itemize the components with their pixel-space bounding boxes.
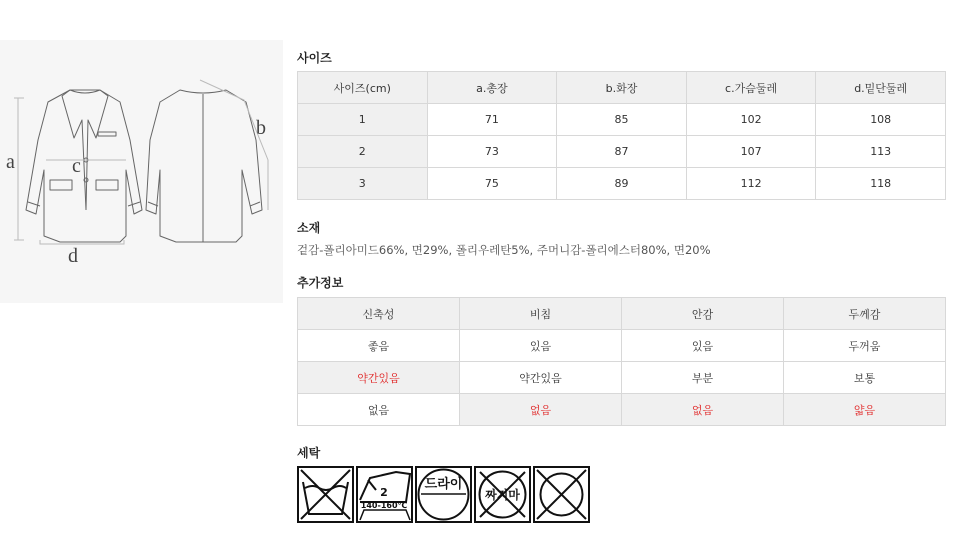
info-cell-selected: 약간있음 xyxy=(298,362,460,394)
size-header-cell: 사이즈(cm) xyxy=(298,72,428,104)
size-cell: 118 xyxy=(816,168,946,200)
info-cell-selected: 없음 xyxy=(460,394,622,426)
iron-temp-text: 140-160℃ xyxy=(360,501,408,510)
size-cell: 113 xyxy=(816,136,946,168)
size-table-row xyxy=(298,104,946,136)
no-wring-text: 짜지마 xyxy=(485,488,520,502)
wash-section-title: 세탁 xyxy=(297,446,321,460)
info-table xyxy=(297,297,946,426)
info-header-cell: 안감 xyxy=(622,298,784,330)
measure-label-c: c xyxy=(72,155,81,177)
size-header-cell: d.밑단둘레 xyxy=(816,72,946,104)
info-table-header-row xyxy=(298,298,946,330)
jacket-drawing xyxy=(0,40,283,303)
size-cell: 108 xyxy=(816,104,946,136)
size-section-title: 사이즈 xyxy=(297,51,332,65)
info-cell: 좋음 xyxy=(298,330,460,362)
info-header-cell: 비침 xyxy=(460,298,622,330)
info-cell: 있음 xyxy=(622,330,784,362)
size-cell: 87 xyxy=(557,136,687,168)
info-cell-selected: 얇음 xyxy=(784,394,946,426)
size-cell: 73 xyxy=(427,136,557,168)
material-section-title: 소재 xyxy=(297,221,321,235)
dry-clean-text: 드라이 xyxy=(424,477,463,492)
info-cell-selected: 없음 xyxy=(622,394,784,426)
size-cell: 3 xyxy=(298,168,428,200)
info-cell: 없음 xyxy=(298,394,460,426)
info-table-row xyxy=(298,362,946,394)
size-cell: 102 xyxy=(686,104,816,136)
info-table-row xyxy=(298,330,946,362)
iron-icon xyxy=(356,466,413,523)
size-cell: 112 xyxy=(686,168,816,200)
size-table-header-row xyxy=(298,72,946,104)
size-cell: 2 xyxy=(298,136,428,168)
size-cell: 1 xyxy=(298,104,428,136)
size-cell: 89 xyxy=(557,168,687,200)
measure-label-b: b xyxy=(256,117,266,139)
measure-label-d: d xyxy=(68,245,78,267)
info-cell: 두꺼움 xyxy=(784,330,946,362)
size-cell: 107 xyxy=(686,136,816,168)
size-table-row xyxy=(298,168,946,200)
iron-level-text: 2 xyxy=(380,486,388,499)
size-cell: 71 xyxy=(427,104,557,136)
dry-clean-icon xyxy=(415,466,472,523)
info-table-row xyxy=(298,394,946,426)
material-composition: 겉감-폴리아미드66%, 면29%, 폴리우레탄5%, 주머니감-폴리에스터80%, 면20% xyxy=(297,243,711,257)
jacket-size-diagram xyxy=(0,40,283,303)
size-header-cell: a.총장 xyxy=(427,72,557,104)
measure-label-a: a xyxy=(6,151,15,173)
info-cell: 보통 xyxy=(784,362,946,394)
info-cell: 약간있음 xyxy=(460,362,622,394)
size-header-cell: c.가슴둘레 xyxy=(686,72,816,104)
size-cell: 85 xyxy=(557,104,687,136)
size-table-row xyxy=(298,136,946,168)
size-cell: 75 xyxy=(427,168,557,200)
size-table xyxy=(297,71,946,200)
info-header-cell: 신축성 xyxy=(298,298,460,330)
size-header-cell: b.화장 xyxy=(557,72,687,104)
info-cell: 부분 xyxy=(622,362,784,394)
no-wash-icon xyxy=(297,466,354,523)
info-section-title: 추가정보 xyxy=(297,276,344,290)
no-wring-icon xyxy=(474,466,531,523)
info-cell: 있음 xyxy=(460,330,622,362)
info-header-cell: 두께감 xyxy=(784,298,946,330)
no-tumble-dry-icon xyxy=(533,466,590,523)
